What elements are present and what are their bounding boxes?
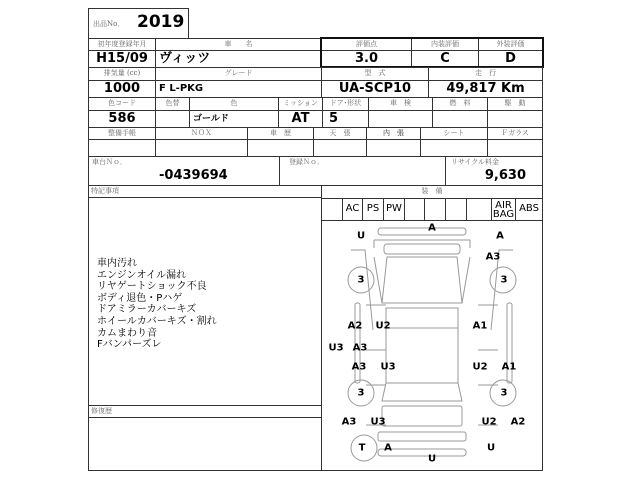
nox-label: ＮＯＸ — [155, 127, 248, 140]
model-value: UA-SCP10 — [321, 80, 429, 98]
interior-label: 内装評価 — [411, 38, 479, 51]
reg-label: 登録Ｎｏ． — [289, 158, 324, 166]
grade-label: グレード — [155, 67, 322, 81]
chassis-cell — [88, 156, 280, 186]
equipment-label: 装 備 — [421, 187, 443, 195]
repair-label: 修復歴 — [91, 407, 112, 415]
doors-value: 5 — [322, 110, 369, 128]
transmission-label: ミッション — [278, 97, 323, 111]
equipment-item — [321, 198, 343, 221]
score-value: 3.0 — [321, 50, 412, 68]
recycle-label: リサイクル料金 — [451, 158, 500, 166]
damage-mark: A3 — [485, 251, 501, 263]
damage-mark: U — [427, 453, 437, 465]
remarks-list — [97, 258, 217, 351]
damage-mark: A2 — [347, 320, 363, 332]
damage-mark: U — [356, 230, 366, 242]
color-code-label: 色コード — [88, 97, 156, 111]
remark-item: リヤゲートショック不良 — [97, 281, 207, 293]
equipment-item: AIR BAG — [492, 200, 515, 220]
first-reg-value: H15/09 — [88, 50, 156, 68]
trim-label: 内 張 — [366, 127, 421, 140]
fglass-label: Ｆガラス — [487, 127, 543, 140]
equipment-item — [424, 198, 446, 221]
remark-item: カムまわり音 — [97, 327, 157, 339]
damage-mark: A — [428, 222, 436, 234]
damage-mark: 3 — [357, 387, 365, 399]
damage-mark: A — [384, 442, 392, 454]
notes-label: 特記事項 — [91, 187, 119, 195]
remark-item: 車内汚れ — [97, 258, 137, 269]
remark-item: エンジンオイル漏れ — [97, 269, 186, 281]
reg-cell — [279, 156, 446, 186]
damage-mark: U — [486, 442, 496, 454]
chassis-value: -0439694 — [159, 168, 228, 183]
displacement-label: 排気量 (cc) — [88, 67, 156, 81]
color-value: ゴールド — [189, 110, 279, 128]
displacement-value: 1000 — [88, 80, 156, 98]
seat-label: シート — [420, 127, 488, 140]
score-label: 評価点 — [321, 38, 412, 51]
drive-label: 駆 動 — [487, 97, 543, 111]
damage-mark: U2 — [481, 416, 497, 428]
exterior-value: D — [478, 50, 543, 68]
equipment-item: AC — [342, 198, 363, 221]
equipment-item: ABS — [515, 198, 543, 221]
lot-label: 出品No． — [93, 20, 125, 28]
interior-value: C — [411, 50, 479, 68]
history-label: 車 歴 — [247, 127, 314, 140]
service-book-label: 整備手帳 — [88, 127, 156, 140]
transmission-value: AT — [278, 110, 323, 128]
car-name-label: 車 名 — [155, 38, 322, 51]
damage-mark: U3 — [380, 361, 396, 373]
damage-mark: A3 — [341, 416, 357, 428]
remark-item: ドアミラーカバーキズ — [97, 304, 197, 316]
headliner-label: 天 張 — [313, 127, 367, 140]
damage-mark: U2 — [375, 320, 391, 332]
damage-mark: 3 — [500, 387, 508, 399]
recycle-cell — [445, 156, 543, 186]
equipment-item: PW — [383, 198, 405, 221]
lot-box — [88, 8, 189, 39]
grade-value: F L-PKG — [155, 80, 322, 98]
damage-mark: A2 — [510, 416, 526, 428]
remark-item: ボディ退色・Pハゲ — [97, 292, 183, 304]
damage-mark: 3 — [357, 274, 365, 286]
damage-mark: A1 — [472, 320, 488, 332]
equipment-item — [445, 198, 467, 221]
equipment-item — [404, 198, 425, 221]
damage-mark: A1 — [501, 361, 517, 373]
remark-item: ホイールカバーキズ・割れ — [97, 315, 217, 327]
damage-mark: U3 — [328, 342, 344, 354]
lot-number: 2019 — [137, 12, 185, 32]
damage-mark: A3 — [352, 342, 368, 354]
mileage-label: 走 行 — [428, 67, 543, 81]
car-name-value: ヴィッツ — [155, 50, 322, 68]
equipment-item — [466, 198, 492, 221]
color-label: 色 — [189, 97, 279, 111]
exterior-label: 外装評価 — [478, 38, 543, 51]
remark-item: Fバンパーズレ — [97, 339, 162, 351]
color-code-value: 586 — [88, 110, 156, 128]
color-change-label: 色替 — [155, 97, 190, 111]
chassis-label: 車台Ｎｏ． — [92, 158, 127, 166]
damage-mark: 3 — [500, 274, 508, 286]
model-label: 型 式 — [321, 67, 429, 81]
mileage-value: 49,817 Km — [428, 80, 543, 98]
damage-mark: U2 — [472, 361, 488, 373]
fuel-label: 燃 料 — [432, 97, 488, 111]
equipment-item: PS — [362, 198, 384, 221]
damage-mark: A3 — [351, 361, 367, 373]
inspection-label: 車 検 — [368, 97, 433, 111]
damage-mark: A — [496, 230, 504, 242]
first-reg-label: 初年度登録年月 — [88, 38, 156, 51]
damage-mark: T — [358, 442, 366, 454]
doors-label: ドア･形状 — [322, 97, 369, 111]
recycle-value: 9,630 — [484, 168, 526, 183]
damage-mark: U3 — [370, 416, 386, 428]
